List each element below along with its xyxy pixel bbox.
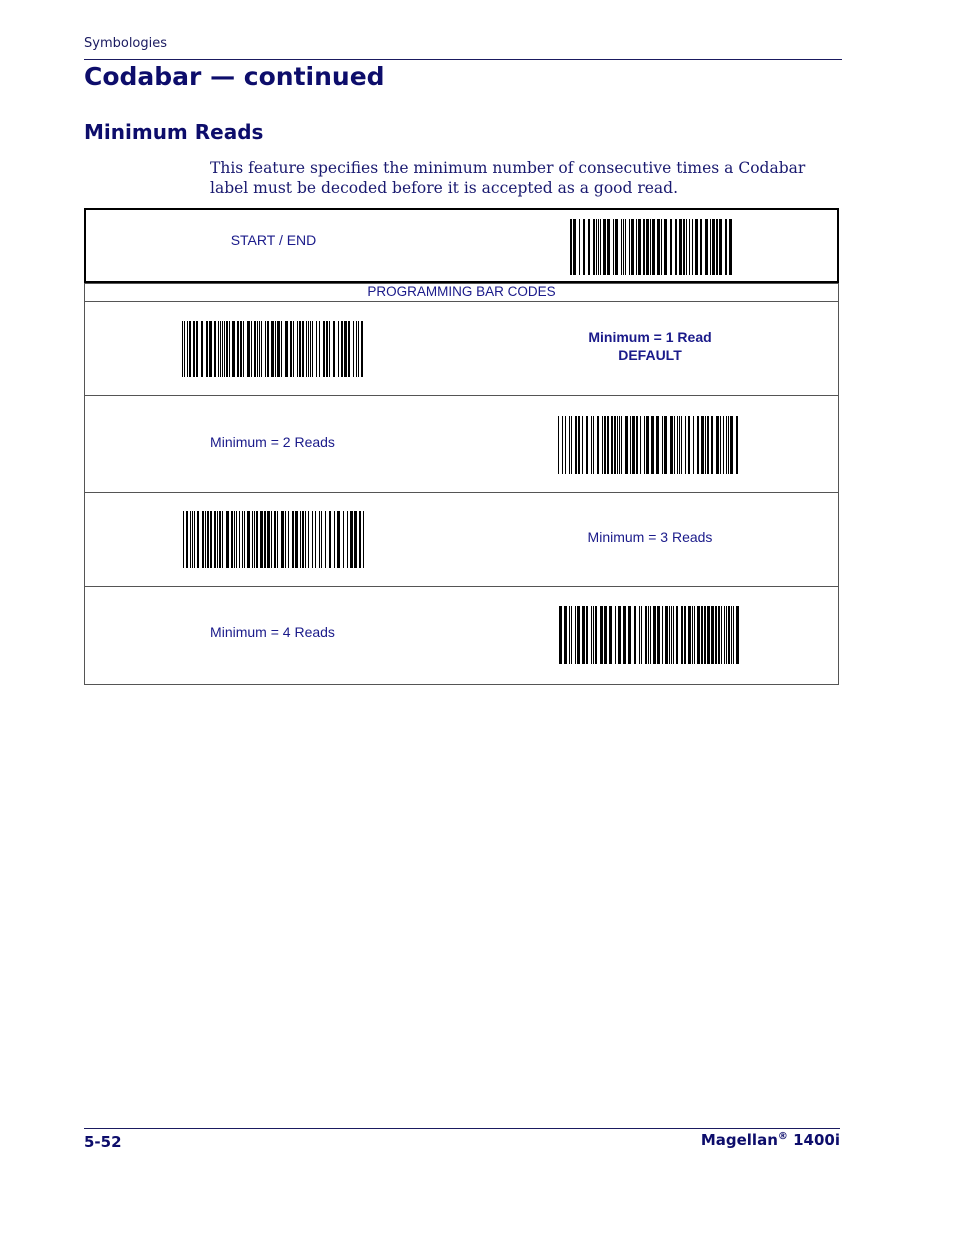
barcode-bar [285, 321, 288, 377]
barcode-bar [711, 606, 714, 664]
barcode-bar [571, 606, 572, 664]
barcode-bar [653, 606, 656, 664]
chapter-title: Codabar — continued [84, 62, 385, 91]
barcode-bar [631, 219, 634, 275]
barcode-bar [692, 606, 693, 664]
barcode-bar [247, 511, 250, 568]
barcode-bar [573, 219, 576, 275]
barcode-bar [657, 219, 660, 275]
barcode-bar [577, 606, 580, 664]
barcode-bar [728, 416, 729, 474]
barcode-bar [607, 416, 609, 474]
barcode-bar [736, 416, 738, 474]
barcode-bar [189, 321, 191, 377]
barcode-bar [302, 511, 304, 568]
barcode-bar [300, 511, 301, 568]
barcode-bar [729, 219, 732, 275]
barcode-bar [688, 606, 691, 664]
barcode-bar [720, 416, 721, 474]
barcode-bar [688, 416, 690, 474]
barcode-bar [571, 416, 572, 474]
barcode-bar [712, 219, 715, 275]
barcode-bar [621, 219, 622, 275]
barcode-bar [582, 606, 585, 664]
barcode-bar [664, 219, 667, 275]
barcode-bar [254, 321, 256, 377]
barcode-bar [232, 321, 235, 377]
page-number: 5-52 [84, 1133, 122, 1151]
barcode-bar [724, 606, 725, 664]
barcode-bar [559, 606, 562, 664]
barcode-bar [726, 416, 727, 474]
barcode-bar [593, 219, 595, 275]
barcode-bar [222, 511, 223, 568]
product-name [701, 1131, 840, 1149]
barcode-bar [183, 511, 184, 568]
barcode-bar [308, 511, 309, 568]
product-model: 1400i [793, 1131, 840, 1149]
barcode-bar [210, 511, 212, 568]
barcode-bar [684, 606, 686, 664]
barcode-bar [728, 606, 730, 664]
barcode-bar [329, 321, 330, 377]
barcode-bar [694, 606, 695, 664]
barcode-bar [685, 416, 686, 474]
barcode-bar [715, 606, 717, 664]
barcode-bar [595, 606, 597, 664]
barcode-bar [646, 219, 649, 275]
barcode-bar [636, 416, 638, 474]
barcode-bar [679, 416, 680, 474]
barcode-min-4-reads[interactable] [559, 606, 740, 664]
barcode-bar [701, 606, 703, 664]
barcode-bar [277, 321, 280, 377]
row-divider [85, 395, 838, 396]
barcode-bar [686, 219, 687, 275]
barcode-bar [625, 416, 628, 474]
barcode-bar [695, 219, 698, 275]
barcode-bar [656, 416, 659, 474]
barcode-bar [586, 606, 588, 664]
barcode-bar [628, 606, 631, 664]
barcode-bar [302, 321, 304, 377]
barcode-bar [607, 219, 610, 275]
barcode-bar [558, 416, 559, 474]
barcode-bar [285, 511, 286, 568]
barcode-bar [730, 416, 733, 474]
barcode-bar [251, 321, 252, 377]
barcode-bar [693, 416, 694, 474]
barcode-bar [643, 219, 645, 275]
barcode-bar [209, 321, 212, 377]
barcode-bar [591, 606, 592, 664]
barcode-bar [306, 321, 307, 377]
barcode-bar [321, 511, 322, 568]
barcode-bar [277, 511, 278, 568]
barcode-bar [275, 321, 276, 377]
barcode-bar [190, 511, 191, 568]
barcode-bar [657, 606, 660, 664]
barcode-min-2-reads[interactable] [558, 416, 738, 474]
programming-table [84, 208, 839, 684]
barcode-bar [219, 511, 221, 568]
barcode-bar [665, 606, 668, 664]
barcode-bar [650, 219, 651, 275]
barcode-bar [615, 219, 618, 275]
barcode-bar [623, 606, 626, 664]
barcode-bar [186, 511, 188, 568]
barcode-bar [650, 606, 651, 664]
barcode-bar [205, 511, 206, 568]
barcode-bar [711, 416, 713, 474]
barcode-bar [244, 511, 245, 568]
barcode-bar [583, 219, 585, 275]
barcode-bar [254, 511, 255, 568]
barcode-grid [84, 283, 839, 685]
barcode-bar [326, 321, 328, 377]
barcode-bar [202, 511, 204, 568]
barcode-bar [350, 511, 353, 568]
barcode-bar [669, 606, 670, 664]
barcode-bar [184, 321, 185, 377]
barcode-bar [334, 511, 335, 568]
barcode-bar [575, 416, 577, 474]
barcode-bar [312, 511, 313, 568]
barcode-bar [697, 416, 699, 474]
barcode-bar [214, 321, 216, 377]
section-label: Symbologies [84, 36, 168, 51]
barcode-bar [343, 511, 344, 568]
barcode-bar [615, 606, 616, 664]
barcode-bar [259, 321, 260, 377]
barcode-bar [290, 321, 292, 377]
default-badge: DEFAULT [618, 347, 682, 363]
barcode-bar [625, 219, 626, 275]
barcode-bar [670, 416, 673, 474]
registered-mark: ® [777, 1131, 788, 1142]
barcode-bar [217, 511, 218, 568]
barcode-bar [579, 219, 580, 275]
barcode-bar [586, 416, 588, 474]
row-divider [85, 492, 838, 493]
barcode-bar [603, 219, 606, 275]
barcode-bar [237, 321, 239, 377]
barcode-bar [348, 321, 350, 377]
barcode-bar [281, 321, 282, 377]
barcode-bar [293, 321, 294, 377]
barcode-bar [705, 219, 708, 275]
row-divider [85, 301, 838, 302]
barcode-bar [661, 219, 662, 275]
barcode-bar [629, 219, 630, 275]
barcode-bar [236, 511, 237, 568]
barcode-bar [316, 321, 317, 377]
barcode-bar [726, 606, 727, 664]
header-rule [84, 59, 842, 60]
barcode-bar [593, 606, 594, 664]
barcode-bar [689, 219, 690, 275]
barcode-bar [242, 511, 243, 568]
barcode-bar [297, 321, 298, 377]
barcode-bar [569, 416, 570, 474]
barcode-bar [271, 321, 274, 377]
barcode-bar [651, 416, 654, 474]
barcode-bar [707, 606, 710, 664]
barcode-bar [333, 321, 335, 377]
barcode-bar [329, 511, 331, 568]
barcode-bar [247, 321, 250, 377]
barcode-bar [226, 321, 228, 377]
section-subtitle: Minimum Reads [84, 120, 264, 144]
barcode-bar [723, 416, 724, 474]
barcode-bar [359, 511, 361, 568]
barcode-bar [341, 321, 343, 377]
barcode-bar [673, 606, 674, 664]
barcode-bar [256, 511, 258, 568]
barcode-bar [681, 606, 683, 664]
barcode-bar [602, 416, 603, 474]
barcode-bar [288, 511, 289, 568]
barcode-bar [697, 606, 700, 664]
barcode-bar [338, 321, 339, 377]
barcode-bar [621, 416, 622, 474]
barcode-bar [675, 219, 677, 275]
barcode-bar [664, 416, 667, 474]
barcode-bar [234, 511, 235, 568]
barcode-bar [264, 511, 266, 568]
barcode-bar [344, 321, 347, 377]
barcode-bar [719, 219, 722, 275]
barcode-bar [570, 219, 572, 275]
barcode-bar [229, 321, 230, 377]
barcode-bar [182, 321, 183, 377]
barcode-bar [281, 511, 284, 568]
barcode-bar [638, 219, 641, 275]
barcode-bar [598, 219, 599, 275]
barcode-bar [207, 511, 209, 568]
barcode-bar [600, 219, 601, 275]
barcode-bar [681, 416, 682, 474]
barcode-bar [683, 219, 685, 275]
barcode-bar [718, 606, 720, 664]
barcode-bar [224, 321, 225, 377]
barcode-bar [617, 416, 618, 474]
barcode-bar [260, 511, 263, 568]
barcode-bar [600, 606, 603, 664]
barcode-bar [636, 219, 637, 275]
barcode-bar [721, 606, 722, 664]
row-label-min-3: Minimum = 3 Reads [587, 529, 713, 545]
barcode-bar [582, 416, 583, 474]
barcode-bar [187, 321, 188, 377]
barcode-bar [295, 511, 298, 568]
barcode-bar [618, 606, 621, 664]
barcode-bar [597, 416, 599, 474]
barcode-bar [358, 321, 359, 377]
barcode-bar [265, 321, 266, 377]
barcode-bar [239, 511, 240, 568]
barcode-bar [356, 321, 357, 377]
barcode-bar [593, 416, 594, 474]
barcode-bar [353, 321, 354, 377]
barcode-bar [662, 606, 663, 664]
barcode-bar [662, 416, 663, 474]
barcode-bar [704, 606, 706, 664]
row-label-min-1: Minimum = 1 Read [588, 329, 712, 345]
barcode-bar [692, 219, 693, 275]
barcode-bar [562, 416, 563, 474]
barcode-bar [240, 321, 242, 377]
barcode-bar [731, 606, 732, 664]
barcode-bar [226, 511, 229, 568]
barcode-bar [645, 606, 647, 664]
barcode-bar [701, 416, 704, 474]
barcode-bar [308, 321, 309, 377]
barcode-bar [271, 511, 272, 568]
barcode-bar [671, 606, 672, 664]
start-end-box [84, 208, 839, 283]
barcode-bar [707, 416, 709, 474]
barcode-bar [274, 511, 276, 568]
barcode-min-3-reads[interactable] [183, 511, 364, 568]
programming-bar-codes-header: PROGRAMMING BAR CODES [367, 284, 556, 299]
barcode-bar [652, 219, 655, 275]
barcode-bar [648, 606, 649, 664]
barcode-bar [243, 321, 244, 377]
barcode-bar [630, 416, 631, 474]
barcode-bar [312, 321, 313, 377]
product-brand: Magellan [700, 1131, 778, 1149]
barcode-bar [575, 606, 576, 664]
row-divider [85, 586, 838, 587]
barcode-bar [646, 416, 649, 474]
barcode-bar [299, 321, 301, 377]
barcode-bar [591, 416, 592, 474]
barcode-bar [192, 511, 193, 568]
barcode-bar [261, 321, 262, 377]
barcode-bar [347, 511, 348, 568]
barcode-bar [305, 511, 306, 568]
barcode-bar [640, 416, 641, 474]
barcode-bar [641, 606, 642, 664]
barcode-bar [623, 219, 624, 275]
barcode-bar [193, 321, 195, 377]
barcode-bar [639, 606, 640, 664]
barcode-bar [604, 606, 607, 664]
barcode-bar [325, 511, 326, 568]
barcode-bar [700, 219, 702, 275]
barcode-bar [710, 219, 711, 275]
barcode-bar [218, 321, 219, 377]
footer-rule [84, 1128, 840, 1129]
barcode-bar [197, 511, 199, 568]
intro-paragraph: This feature specifies the minimum number of consecutive times a Codabar label must be decoded before it is accepted as a good read. [210, 159, 806, 197]
barcode-bar [677, 416, 678, 474]
barcode-bar [733, 606, 734, 664]
barcode-bar [319, 321, 320, 377]
barcode-bar [609, 606, 612, 664]
barcode-bar [632, 416, 635, 474]
barcode-bar [611, 416, 613, 474]
barcode-min-1-read[interactable] [182, 321, 363, 377]
barcode-bar [354, 511, 357, 568]
barcode-bar [231, 511, 233, 568]
barcode-bar [705, 416, 706, 474]
barcode-bar [716, 219, 718, 275]
barcode-bar [267, 321, 269, 377]
barcode-bar [716, 416, 719, 474]
barcode-bar [252, 511, 253, 568]
barcode-bar [323, 321, 325, 377]
barcode-bar [613, 219, 614, 275]
barcode-bar [670, 219, 672, 275]
barcode-bar [634, 606, 636, 664]
barcode-bar [319, 511, 320, 568]
barcode-bar [604, 416, 606, 474]
row-label-min-4: Minimum = 4 Reads [210, 624, 335, 640]
barcode-bar [564, 606, 567, 664]
barcode-bar [674, 416, 675, 474]
barcode-bar [565, 416, 566, 474]
barcode-bar [614, 416, 616, 474]
barcode-bar [361, 321, 363, 377]
barcode-bar [736, 606, 739, 664]
barcode-bar [644, 416, 645, 474]
barcode-bar [292, 511, 294, 568]
barcode-bar [619, 416, 620, 474]
barcode-bar [725, 219, 727, 275]
barcode-bar [220, 321, 221, 377]
barcode-bar [596, 219, 597, 275]
start-end-label: START / END [230, 232, 317, 248]
barcode-bar [214, 511, 216, 568]
barcode-bar [569, 606, 570, 664]
row-label-min-2: Minimum = 2 Reads [210, 434, 335, 450]
barcode-bar [363, 511, 364, 568]
barcode-bar [315, 511, 316, 568]
barcode-bar [588, 219, 590, 275]
barcode-bar [257, 321, 258, 377]
barcode-bar [679, 219, 682, 275]
barcode-bar [578, 416, 580, 474]
barcode-bar [337, 511, 340, 568]
start-end-barcode[interactable] [570, 219, 734, 275]
barcode-bar [310, 321, 311, 377]
barcode-bar [676, 606, 678, 664]
barcode-bar [201, 321, 203, 377]
barcode-bar [196, 321, 198, 377]
barcode-bar [206, 321, 208, 377]
barcode-bar [267, 511, 270, 568]
barcode-bar [222, 321, 223, 377]
barcode-bar [194, 511, 195, 568]
